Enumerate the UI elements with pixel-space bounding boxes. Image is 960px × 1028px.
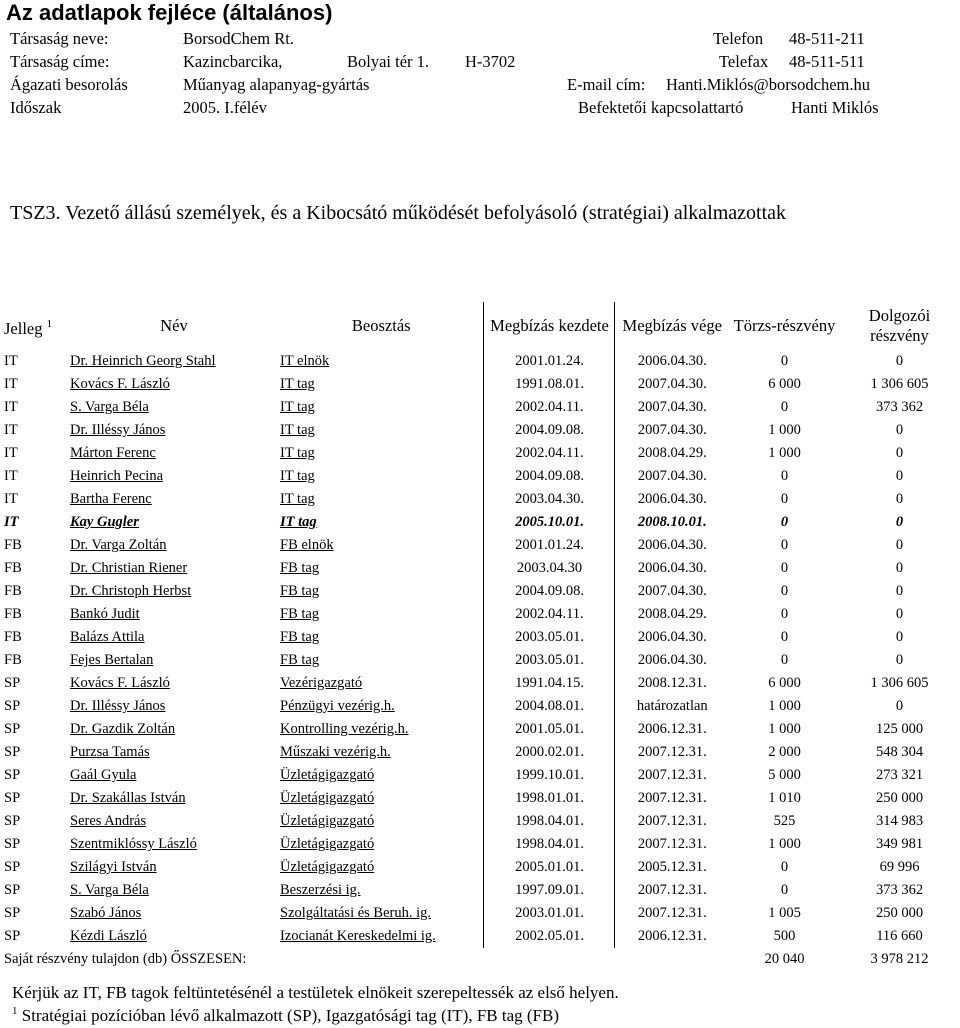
row-employee-shares: 69 996: [879, 859, 920, 875]
row-end-date: 2007.12.31.: [614, 787, 728, 810]
table-header-row: [2, 302, 958, 350]
row-employee-shares: 0: [895, 606, 904, 622]
row-type: IT: [4, 353, 18, 369]
row-name: Gaál Gyula: [70, 767, 137, 783]
row-end-date: 2007.04.30.: [614, 396, 728, 419]
row-employee-shares: 1 306 605: [870, 376, 929, 392]
row-start-date: 1998.04.01.: [483, 833, 614, 856]
row-name: Bankó Judit: [70, 606, 140, 622]
row-employee-shares: 0: [895, 698, 904, 714]
row-end-date: 2006.04.30.: [614, 534, 728, 557]
header-position: Beosztás: [351, 316, 411, 335]
address-label: Társaság címe:: [10, 52, 110, 71]
row-employee-shares: 373 362: [875, 882, 924, 898]
fax-value: 48-511-511: [789, 52, 865, 71]
row-start-date: 2004.09.08.: [483, 465, 614, 488]
row-shares: 1 000: [768, 698, 801, 714]
row-shares: 2 000: [768, 744, 801, 760]
row-position: Üzletágigazgató: [280, 836, 375, 852]
row-start-date: 1998.04.01.: [483, 810, 614, 833]
row-shares: 1 000: [768, 836, 801, 852]
row-start-date: 2000.02.01.: [483, 741, 614, 764]
row-end-date: 2006.04.30.: [614, 557, 728, 580]
sector-value: Műanyag alapanyag-gyártás: [183, 75, 370, 94]
row-end-date: 2008.12.31.: [614, 672, 728, 695]
period-label: Időszak: [10, 98, 62, 117]
footnote-number: 1: [12, 1005, 18, 1017]
row-type: FB: [4, 583, 22, 599]
row-shares: 0: [780, 399, 789, 415]
footnote-text: Stratégiai pozícióban lévő alkalmazott (SP), Igazgatósági tag (IT), FB tag (FB): [17, 1006, 559, 1025]
row-employee-shares: 0: [895, 629, 904, 645]
row-employee-shares: 373 362: [875, 399, 924, 415]
row-shares: 6 000: [768, 376, 801, 392]
row-end-date: 2007.12.31.: [614, 833, 728, 856]
row-end-date: 2007.04.30.: [614, 373, 728, 396]
row-name: Bartha Ferenc: [70, 491, 152, 507]
row-end-date: határozatlan: [614, 695, 728, 718]
row-name: S. Varga Béla: [70, 399, 149, 415]
row-employee-shares: 0: [895, 353, 904, 369]
row-start-date: 2003.05.01.: [483, 626, 614, 649]
row-shares: 0: [780, 629, 789, 645]
header-end: Megbízás vége: [614, 302, 728, 350]
header-shares: Törzs-részvény: [733, 316, 836, 335]
row-name: S. Varga Béla: [70, 882, 149, 898]
phone-value: 48-511-211: [789, 29, 865, 48]
row-employee-shares: 250 000: [875, 790, 924, 806]
total-shares: 20 040: [764, 950, 805, 967]
table-row: [2, 925, 958, 948]
row-name: Kézdi László: [70, 928, 147, 944]
row-type: SP: [4, 767, 21, 783]
personnel-table: [2, 302, 958, 970]
row-employee-shares: 0: [895, 422, 904, 438]
row-type: IT: [4, 376, 18, 392]
table-row: [2, 833, 958, 856]
row-type: FB: [4, 652, 22, 668]
note-text: Kérjük az IT, FB tagok feltüntetésénél a testületek elnökeit szerepeltessék az első helyen.: [12, 983, 619, 1002]
table-row: [2, 856, 958, 879]
table-row: [2, 626, 958, 649]
row-end-date: 2006.04.30.: [614, 649, 728, 672]
row-name: Dr. Varga Zoltán: [70, 537, 167, 553]
row-end-date: 2006.12.31.: [614, 718, 728, 741]
row-name: Dr. Illéssy János: [70, 698, 166, 714]
row-shares: 0: [780, 537, 789, 553]
table-row: [2, 442, 958, 465]
address-zip: H-3702: [465, 52, 516, 71]
table-row: [2, 534, 958, 557]
row-end-date: 2006.04.30.: [614, 350, 728, 373]
row-end-date: 2007.04.30.: [614, 580, 728, 603]
row-name: Kovács F. László: [70, 675, 170, 691]
email-label: E-mail cím:: [567, 75, 646, 94]
header-name: Név: [160, 316, 188, 335]
table-row: [2, 810, 958, 833]
row-name: Balázs Attila: [70, 629, 145, 645]
row-start-date: 1991.04.15.: [483, 672, 614, 695]
row-shares: 1 000: [768, 721, 801, 737]
table-row: [2, 672, 958, 695]
row-employee-shares: 0: [895, 445, 904, 461]
row-name: Dr. Christoph Herbst: [70, 583, 192, 599]
row-position: IT tag: [280, 399, 315, 415]
row-name: Dr. Gazdik Zoltán: [70, 721, 176, 737]
table-row: [2, 718, 958, 741]
row-employee-shares: 0: [895, 537, 904, 553]
row-name: Seres András: [70, 813, 147, 829]
row-end-date: 2007.04.30.: [614, 465, 728, 488]
row-end-date: 2007.12.31.: [614, 764, 728, 787]
row-position: Vezérigazgató: [280, 675, 363, 691]
row-type: SP: [4, 882, 21, 898]
row-shares: 6 000: [768, 675, 801, 691]
row-type: IT: [4, 422, 18, 438]
company-name-label: Társaság neve:: [10, 29, 109, 48]
row-type: IT: [4, 491, 18, 507]
row-end-date: 2007.04.30.: [614, 419, 728, 442]
row-start-date: 2001.05.01.: [483, 718, 614, 741]
total-row: [2, 948, 958, 970]
row-position: IT tag: [280, 445, 315, 461]
row-type: FB: [4, 560, 22, 576]
table-row: [2, 511, 958, 534]
row-name: Purzsa Tamás: [70, 744, 150, 760]
row-start-date: 2003.04.30: [483, 557, 614, 580]
table-row: [2, 649, 958, 672]
row-type: SP: [4, 928, 21, 944]
row-position: Izocianát Kereskedelmi ig.: [280, 928, 436, 944]
row-position: Üzletágigazgató: [280, 767, 375, 783]
row-end-date: 2007.12.31.: [614, 810, 728, 833]
row-shares: 0: [780, 583, 789, 599]
row-employee-shares: 116 660: [876, 928, 923, 944]
row-shares: 1 000: [768, 422, 801, 438]
row-type: SP: [4, 675, 21, 691]
row-shares: 0: [780, 652, 789, 668]
row-shares: 0: [780, 468, 789, 484]
row-end-date: 2008.04.29.: [614, 442, 728, 465]
row-employee-shares: 0: [895, 468, 904, 484]
row-position: Üzletágigazgató: [280, 859, 375, 875]
row-employee-shares: 1 306 605: [870, 675, 929, 691]
row-type: SP: [4, 813, 21, 829]
footnote-marker: 1: [46, 317, 53, 330]
row-shares: 0: [780, 859, 789, 875]
row-employee-shares: 0: [895, 583, 904, 599]
row-shares: 0: [780, 514, 789, 530]
row-employee-shares: 125 000: [875, 721, 924, 737]
ir-contact-label: Befektetői kapcsolattartó: [578, 98, 744, 117]
row-shares: 0: [780, 606, 789, 622]
row-name: Kay Gugler: [70, 514, 139, 530]
period-value: 2005. I.félév: [183, 98, 267, 117]
table-row: [2, 580, 958, 603]
row-position: FB tag: [280, 629, 320, 645]
row-name: Szabó János: [70, 905, 142, 921]
row-type: SP: [4, 698, 21, 714]
row-start-date: 2004.08.01.: [483, 695, 614, 718]
table-row: [2, 488, 958, 511]
row-start-date: 2003.04.30.: [483, 488, 614, 511]
table-row: [2, 419, 958, 442]
row-position: IT tag: [280, 514, 317, 530]
row-name: Dr. Illéssy János: [70, 422, 166, 438]
row-name: Szilágyi István: [70, 859, 157, 875]
row-position: IT tag: [280, 422, 315, 438]
table-row: [2, 787, 958, 810]
table-row: [2, 695, 958, 718]
row-start-date: 2005.10.01.: [483, 511, 614, 534]
row-start-date: 2003.01.01.: [483, 902, 614, 925]
row-employee-shares: 0: [895, 514, 904, 530]
row-position: IT tag: [280, 491, 315, 507]
row-position: Üzletágigazgató: [280, 813, 375, 829]
row-type: SP: [4, 836, 21, 852]
row-name: Szentmiklóssy László: [70, 836, 197, 852]
row-shares: 0: [780, 491, 789, 507]
row-position: FB tag: [280, 652, 320, 668]
row-start-date: 2002.04.11.: [483, 396, 614, 419]
sector-label: Ágazati besorolás: [10, 75, 128, 94]
row-name: Dr. Szakállas István: [70, 790, 186, 806]
row-shares: 500: [773, 928, 796, 944]
header-employee-shares: Dolgozói részvény: [868, 306, 931, 345]
table-row: [2, 465, 958, 488]
row-position: Beszerzési ig.: [280, 882, 361, 898]
row-end-date: 2006.04.30.: [614, 488, 728, 511]
row-type: SP: [4, 721, 21, 737]
row-type: IT: [4, 514, 19, 530]
row-start-date: 1999.10.01.: [483, 764, 614, 787]
row-start-date: 1998.01.01.: [483, 787, 614, 810]
table-row: [2, 603, 958, 626]
row-end-date: 2007.12.31.: [614, 902, 728, 925]
row-position: FB tag: [280, 560, 320, 576]
row-position: FB tag: [280, 583, 320, 599]
address-street: Bolyai tér 1.: [347, 52, 430, 71]
row-type: SP: [4, 744, 21, 760]
row-start-date: 2002.04.11.: [483, 442, 614, 465]
row-employee-shares: 0: [895, 560, 904, 576]
row-position: Pénzügyi vezérig.h.: [280, 698, 395, 714]
row-shares: 0: [780, 353, 789, 369]
row-shares: 0: [780, 882, 789, 898]
table-row: [2, 373, 958, 396]
row-position: FB tag: [280, 606, 320, 622]
table-row: [2, 902, 958, 925]
row-name: Dr. Christian Riener: [70, 560, 188, 576]
row-employee-shares: 0: [895, 652, 904, 668]
row-shares: 1 010: [768, 790, 801, 806]
address-city: Kazincbarcika,: [183, 52, 283, 71]
row-end-date: 2008.04.29.: [614, 603, 728, 626]
row-end-date: 2007.12.31.: [614, 879, 728, 902]
row-position: IT tag: [280, 376, 315, 392]
row-position: Kontrolling vezérig.h.: [280, 721, 409, 737]
email-value[interactable]: Hanti.Miklós@borsodchem.hu: [666, 75, 871, 94]
row-shares: 0: [780, 560, 789, 576]
table-row: [2, 741, 958, 764]
row-position: Szolgáltatási és Beruh. ig.: [280, 905, 432, 921]
row-type: FB: [4, 606, 22, 622]
row-employee-shares: 273 321: [875, 767, 924, 783]
page-title: Az adatlapok fejléce (általános): [6, 0, 333, 25]
company-name: BorsodChem Rt.: [183, 29, 294, 48]
row-name: Kovács F. László: [70, 376, 170, 392]
fax-label: Telefax: [719, 52, 769, 71]
row-employee-shares: 250 000: [875, 905, 924, 921]
row-start-date: 2002.04.11.: [483, 603, 614, 626]
row-start-date: 2002.05.01.: [483, 925, 614, 948]
section-title: TSZ3. Vezető állású személyek, és a Kibocsátó működését befolyásoló (stratégiai) alkalmazottak: [10, 202, 787, 224]
row-name: Dr. Heinrich Georg Stahl: [70, 353, 216, 369]
row-start-date: 2005.01.01.: [483, 856, 614, 879]
row-start-date: 2001.01.24.: [483, 350, 614, 373]
footnote: [12, 1005, 559, 1026]
row-end-date: 2005.12.31.: [614, 856, 728, 879]
header-type: Jelleg $^1$: [4, 317, 53, 338]
row-position: IT elnök: [280, 353, 330, 369]
row-shares: 525: [773, 813, 796, 829]
row-name: Fejes Bertalan: [70, 652, 154, 668]
row-type: IT: [4, 468, 18, 484]
table-row: [2, 350, 958, 373]
row-type: FB: [4, 537, 22, 553]
phone-label: Telefon: [713, 29, 764, 48]
row-position: Műszaki vezérig.h.: [280, 744, 391, 760]
row-shares: 1 005: [768, 905, 801, 921]
row-type: IT: [4, 399, 18, 415]
row-shares: 1 000: [768, 445, 801, 461]
row-end-date: 2007.12.31.: [614, 741, 728, 764]
row-name: Márton Ferenc: [70, 445, 156, 461]
row-end-date: 2008.10.01.: [614, 511, 728, 534]
table-row: [2, 396, 958, 419]
table-row: [2, 879, 958, 902]
row-position: FB elnök: [280, 537, 334, 553]
row-employee-shares: 548 304: [875, 744, 924, 760]
row-position: IT tag: [280, 468, 315, 484]
row-end-date: 2006.12.31.: [614, 925, 728, 948]
row-end-date: 2006.04.30.: [614, 626, 728, 649]
table-row: [2, 764, 958, 787]
row-name: Heinrich Pecina: [70, 468, 164, 484]
row-type: SP: [4, 859, 21, 875]
row-start-date: 1991.08.01.: [483, 373, 614, 396]
ir-contact-value: Hanti Miklós: [791, 98, 879, 117]
row-start-date: 2001.01.24.: [483, 534, 614, 557]
row-type: SP: [4, 790, 21, 806]
row-start-date: 2004.09.08.: [483, 580, 614, 603]
row-employee-shares: 349 981: [875, 836, 924, 852]
row-employee-shares: 0: [895, 491, 904, 507]
total-employee-shares: 3 978 212: [870, 950, 929, 967]
row-start-date: 1997.09.01.: [483, 879, 614, 902]
row-start-date: 2004.09.08.: [483, 419, 614, 442]
row-type: FB: [4, 629, 22, 645]
row-type: IT: [4, 445, 18, 461]
row-type: SP: [4, 905, 21, 921]
row-shares: 5 000: [768, 767, 801, 783]
row-position: Üzletágigazgató: [280, 790, 375, 806]
row-employee-shares: 314 983: [875, 813, 924, 829]
table-row: [2, 557, 958, 580]
total-label: Saját részvény tulajdon (db) ŐSSZESEN:: [4, 950, 247, 967]
header-start: Megbízás kezdete: [483, 302, 614, 350]
row-start-date: 2003.05.01.: [483, 649, 614, 672]
